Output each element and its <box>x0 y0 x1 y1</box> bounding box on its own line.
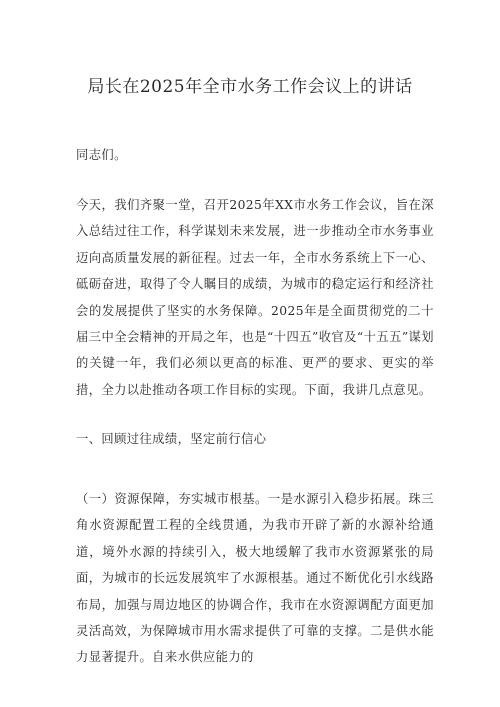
section-heading: 一、回顾过往成绩，坚定前行信心 <box>76 432 267 446</box>
greeting: 同志们。 <box>76 148 127 162</box>
document-title: 局长在2025年全市水务工作会议上的讲话 <box>87 77 413 97</box>
paragraph-intro: 今天，我们齐聚一堂，召开2025年XX市水务工作会议，旨在深入总结过往工作，科学谋划未来发展，进一步推动全市水务事业迈向高质量发展的新征程。过去一年，全市水务系统上下一心、砥砺奋进，取得了令人瞩目的成绩，为城市的稳定运行和经济社会的发展提供了坚实的水务保障。2025年是全面贯彻党的二十届三中全会精神的开局之年，也是“十四五”收官及“十五五”谋划的关键一年，我们必须以更高的标准、更严的要求、更实的举措，全力以赴推动各项工作目标的实现。下面，我讲几点意见。 <box>76 198 434 397</box>
paragraph-resources: （一）资源保障，夯实城市根基。一是水源引入稳步拓展。珠三角水资源配置工程的全线贯通，为我市开辟了新的水源补给通道，境外水源的持续引入，极大地缓解了我市水资源紧张的局面，为城市的长远发展筑牢了水源根基。通过不断优化引水线路布局，加强与周边地区的协调合作，我市在水资源调配方面更加灵活高效，为保障城市用水需求提供了可靠的支撑。二是供水能力显著提升。自来水供应能力的 <box>76 492 434 665</box>
